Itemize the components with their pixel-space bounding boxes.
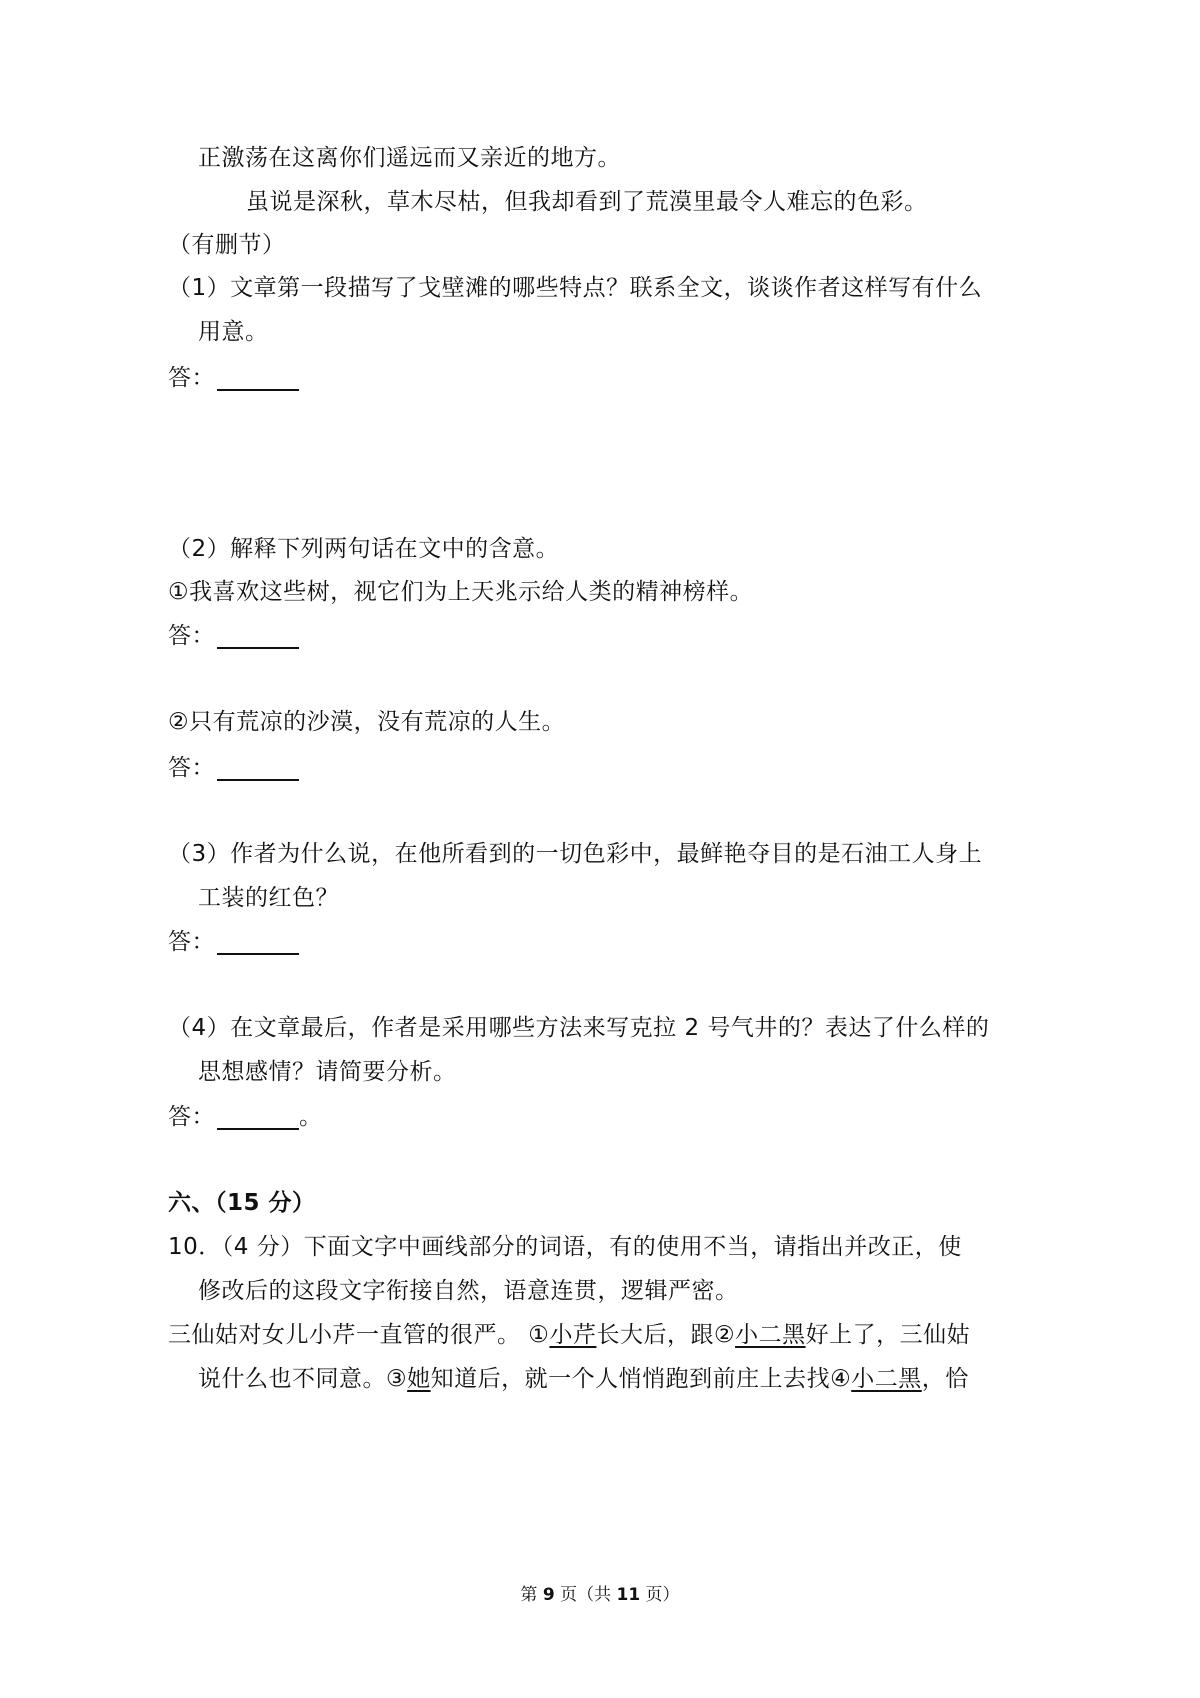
answer-label: 答： [168,755,215,781]
question-10-line-1: 10．（4 分）下面文字中画线部分的词语，有的使用不当，请指出并改正，使 [168,1234,962,1260]
footer-text: 页） [640,1585,680,1605]
passage-text: 说什么也不同意。③ [198,1366,408,1392]
passage-text: 好上了，三仙姑 [805,1322,971,1348]
page-footer [0,1583,1200,1607]
answer-blank[interactable] [217,647,299,649]
question-3-line-2: 工装的红色？ [198,885,339,911]
section-6-heading: 六、（15 分） [168,1190,316,1216]
total-pages: 11 [616,1585,641,1605]
passage-line-2: 虽说是深秋，草木尽枯，但我却看到了荒漠里最令人难忘的色彩。 [246,189,928,215]
question-2-answer-2 [168,752,299,784]
footer-text: 第 [520,1585,543,1605]
answer-label: 答： [168,1104,215,1130]
answer-end-mark: 。 [299,1104,323,1130]
question-2-answer-1 [168,620,299,652]
question-10-line-2: 修改后的这段文字衔接自然，语意连贯，逻辑严密。 [198,1278,739,1304]
footer-text: 页（共 [554,1585,617,1605]
question-2-sentence-1: ①我喜欢这些树，视它们为上天兆示给人类的精神榜样。 [168,579,754,605]
passage-text: 三仙姑对女儿小芹一直管的很严。 ① [168,1322,550,1348]
question-2: （2）解释下列两句话在文中的含意。 [168,536,560,562]
question-1-answer [168,362,299,394]
question-10-passage-line-1 [168,1319,970,1351]
question-4-answer [168,1101,323,1133]
question-1-line-1: （1）文章第一段描写了戈壁滩的哪些特点？联系全文，谈谈作者这样写有什么 [168,275,983,301]
underlined-word-2: 小二黑 [735,1322,806,1348]
answer-blank[interactable] [217,389,299,391]
passage-text: 知道后，就一个人悄悄跑到前庄上去找④ [430,1366,852,1392]
underlined-word-4: 小二黑 [851,1366,922,1392]
underlined-word-3: 她 [407,1366,431,1392]
abridged-note: （有删节） [168,232,286,258]
answer-blank[interactable] [217,953,299,955]
answer-blank[interactable] [217,1128,299,1130]
question-3-line-1: （3）作者为什么说，在他所看到的一切色彩中，最鲜艳夺目的是石油工人身上 [168,841,983,867]
answer-blank[interactable] [217,779,299,781]
answer-label: 答： [168,365,215,391]
question-1-line-2: 用意。 [198,319,269,345]
passage-text: ，恰 [921,1366,969,1392]
question-10-passage-line-2 [198,1363,969,1395]
question-2-sentence-2: ②只有荒凉的沙漠，没有荒凉的人生。 [168,709,566,735]
question-4-line-2: 思想感情？请简要分析。 [198,1059,457,1085]
question-3-answer [168,926,299,958]
answer-label: 答： [168,929,215,955]
question-4-line-1: （4）在文章最后，作者是采用哪些方法来写克拉 2 号气井的？表达了什么样的 [168,1015,990,1041]
passage-text: 长大后，跟② [596,1322,736,1348]
page-number: 9 [542,1585,555,1605]
underlined-word-1: 小芹 [549,1322,597,1348]
answer-label: 答： [168,623,215,649]
passage-line-1: 正激荡在这离你们遥远而又亲近的地方。 [198,145,621,171]
